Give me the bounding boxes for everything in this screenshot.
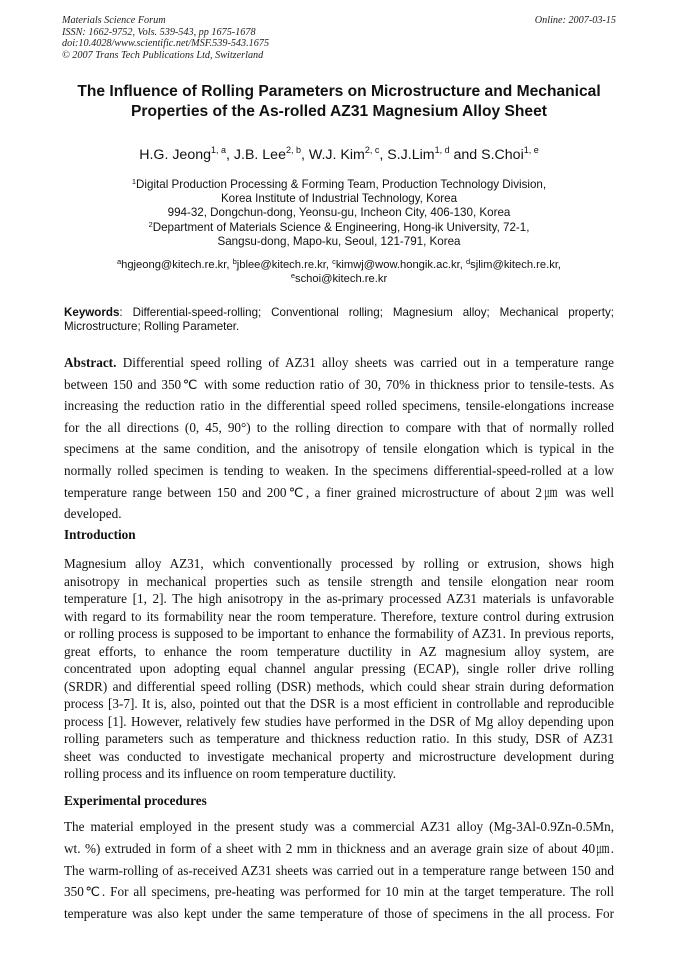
title-line-1: The Influence of Rolling Parameters on Microstructure and Mechanical <box>77 83 601 100</box>
email: $^c$kimwj@wow.hongik.ac.kr, <box>332 257 466 271</box>
author: J.B. Lee$^{2, b}$, <box>233 145 309 163</box>
online-date: Online: 2007-03-15 <box>534 15 616 26</box>
keywords-label: Keywords <box>64 306 120 319</box>
email: $^a$hgjeong@kitech.re.kr, <box>116 257 233 271</box>
affiliation-2-line-2: Sangsu-dong, Mapo-ku, Seoul, 121-791, Korea <box>217 234 461 248</box>
keywords-text: : Differential-speed-rolling; Conventional rolling; Magnesium alloy; Mechanical property; Microstructure; Rolling Parameter. <box>64 306 614 334</box>
journal-header <box>62 15 269 61</box>
introduction-body: Magnesium alloy AZ31, which conventionally processed by rolling or extrusion, shows high anisotropy in mechanical properties such as tensile strength and tensile elongation near room temperature [1, 2]. The high anisotropy in the as-primary processed AZ31 materials is unfavorable with regard to its formability near the room temperature. Therefore, texture control during extrusion or rolling process is supposed to be important to enhance the formability of AZ31. In previous reports, great efforts, to enhance the room temperature ductility in AZ magnesium alloy system, are concentrated upon adopting equal channel angular pressing (ECAP), single roller drive rolling (SRDR) and differential speed rolling (DSR) methods, which could shear strain during deformation process [3-7]. It is, also, pointed out that the DSR is a most efficient in controllable and reproducible process [1]. However, relatively few studies have performed in the DSR of Mg alloy depending upon rolling parameters such as temperature and thickness reduction ratio. In this study, DSR of AZ31 sheet was conducted to investigate mechanical property and microstructure development during rolling process and its influence on room temperature ductility. <box>64 556 614 781</box>
doi-line: doi:10.4028/www.scientific.net/MSF.539-543.1675 <box>62 38 270 50</box>
abstract: Abstract. Differential speed rolling of AZ31 alloy sheets was carried out in a temperature range between 150 and 350℃ with some reduction ratio of 30, 70% in thickness prior to tensile-tests. As increasing the reduction ratio in the differential speed rolled specimens, tensile-elongations increase for the all directions (0, 45, 90°) to the rolling direction to compare with that of normally rolled specimens at the same condition, and the anisotropy of tensile elongation which is typical in the normally rolled specimen is tending to weaken. In the specimens differential-speed-rolled at a low temperature range between 150 and 200℃, a finer grained microstructure of about 2㎛ was well developed. <box>64 355 614 522</box>
paper-title <box>40 82 638 121</box>
affiliation-2-line-1: $^2$Department of Materials Science & Engineering, Hong-ik University, 72-1, <box>148 219 530 234</box>
author-list <box>40 146 638 164</box>
abstract-label: Abstract. <box>64 355 117 370</box>
title-line-2: Properties of the As-rolled AZ31 Magnesium Alloy Sheet <box>131 102 547 120</box>
email: $^e$schoi@kitech.re.kr <box>290 271 388 285</box>
email-list <box>40 258 638 286</box>
affiliations <box>40 178 638 249</box>
copyright-line: © 2007 Trans Tech Publications Ltd, Switzerland <box>62 49 264 61</box>
email: $^b$jblee@kitech.re.kr, <box>232 257 333 271</box>
affiliation-1-line-2: Korea Institute of Industrial Technology, Korea <box>220 192 458 206</box>
author: S.Choi$^{1, e}$ <box>481 145 539 163</box>
journal-name: Materials Science Forum <box>62 15 166 26</box>
author: H.G. Jeong$^{1, a}$, <box>139 145 234 163</box>
email: $^d$sjlim@kitech.re.kr, <box>465 257 562 271</box>
experimental-body: The material employed in the present study was a commercial AZ31 alloy (Mg-3Al-0.9Zn-0.5Mn, wt. %) extruded in form of a sheet with 2 mm in thickness and an average grain size of about 40㎛. The warm-rolling of as-received AZ31 sheets was carried out in a temperature range between 150 and 350℃. For all specimens, pre-heating was performed for 10 min at the target temperature. The roll temperature was also kept under the same temperature of those of specimens in the all process. For <box>64 819 614 922</box>
author: W.J. Kim$^{2, c}$, <box>308 145 388 163</box>
affiliation-1-line-1: $^1$Digital Production Processing & Forming Team, Production Technology Division, <box>131 177 547 191</box>
author: S.J.Lim$^{1, d}$ and <box>387 145 482 163</box>
affiliation-1-line-3: 994-32, Dongchun-dong, Yeonsu-gu, Incheon City, 406-130, Korea <box>167 206 511 220</box>
keywords <box>64 306 614 335</box>
experimental-heading: Experimental procedures <box>64 793 207 808</box>
issn-line: ISSN: 1662-9752, Vols. 539-543, pp 1675-1678 <box>62 26 256 38</box>
introduction-heading: Introduction <box>64 527 136 542</box>
